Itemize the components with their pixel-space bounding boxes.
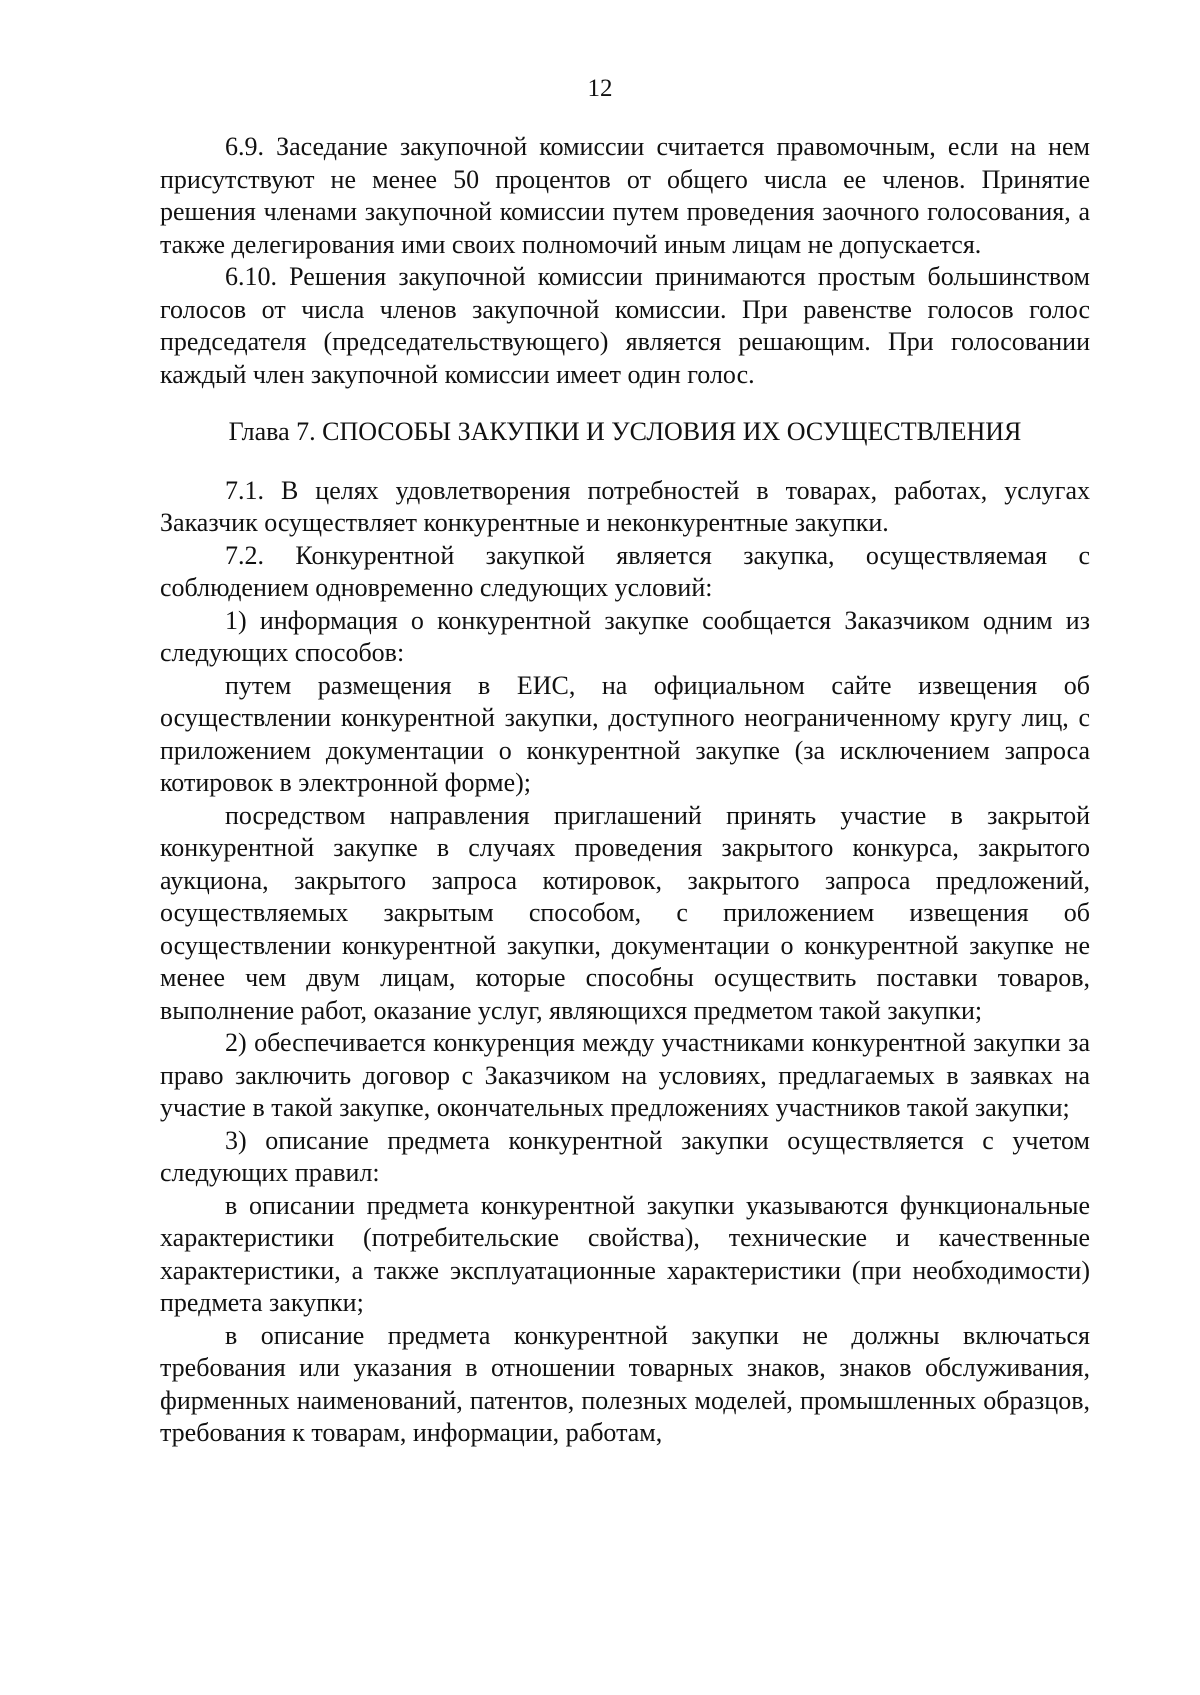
list-item-2: 2) обеспечивается конкуренция между участниками конкурентной закупки за право заключить договор с Заказчиком на условиях, предлагаемых в заявках на участие в такой закупке, окончательных предложениях участников такой закупки; xyxy=(160,1028,1090,1122)
page-number: 12 xyxy=(587,75,613,102)
paragraph-6-10: 6.10. Решения закупочной комиссии принимаются простым большинством голосов от числа членов закупочной комиссии. При равенстве голосов голос председателя (председательствующего) является решающим. При голосовании каждый член закупочной комиссии имеет один голос. xyxy=(160,262,1090,389)
sub-item-trademark-restrictions: в описание предмета конкурентной закупки не должны включаться требования или указания в отношении товарных знаков, знаков обслуживания, фирменных наименований, патентов, полезных моделей, промышленных образцов, требования к товарам, информации, работам, xyxy=(160,1320,1090,1447)
paragraph-7-2: 7.2. Конкурентной закупкой является закупка, осуществляемая с соблюдением одновременно следующих условий: xyxy=(160,540,1090,602)
paragraph-7-1: 7.1. В целях удовлетворения потребностей в товарах, работах, услугах Заказчик осуществляет конкурентные и неконкурентные закупки. xyxy=(160,475,1090,537)
sub-item-eis-placement: путем размещения в ЕИС, на официальном сайте извещения об осуществлении конкурентной закупки, доступного неограниченному кругу лиц, с приложением документации о конкурентной закупке (за исключением запроса котировок в электронной форме); xyxy=(160,670,1090,797)
sub-item-closed-invitations: посредством направления приглашений принять участие в закрытой конкурентной закупке в случаях проведения закрытого конкурса, закрытого аукциона, закрытого запроса котировок, закрытого запроса предложений, осуществляемых закрытым способом, с приложением извещения об осуществлении конкурентной закупки, документации о конкурентной закупке не менее чем двум лицам, которые способны осуществить поставки товаров, выполнение работ, оказание услуг, являющихся предметом такой закупки; xyxy=(160,800,1090,1025)
paragraph-6-9: 6.9. Заседание закупочной комиссии считается правомочным, если на нем присутствуют не менее 50 процентов от общего числа ее членов. Принятие решения членами закупочной комиссии путем проведения заочного голосования, а также делегирования ими своих полномочий иным лицам не допускается. xyxy=(160,132,1090,259)
list-item-1: 1) информация о конкурентной закупке сообщается Заказчиком одним из следующих способов: xyxy=(160,605,1090,667)
sub-item-description-characteristics: в описании предмета конкурентной закупки указываются функциональные характеристики (потребительские свойства), технические и качественные характеристики, а также эксплуатационные характеристики (при необходимости) предмета закупки; xyxy=(160,1190,1090,1317)
document-body xyxy=(160,131,1090,1450)
list-item-3: 3) описание предмета конкурентной закупки осуществляется с учетом следующих правил: xyxy=(160,1125,1090,1187)
chapter-7-heading: Глава 7. СПОСОБЫ ЗАКУПКИ И УСЛОВИЯ ИХ ОСУЩЕСТВЛЕНИЯ xyxy=(228,417,1022,446)
